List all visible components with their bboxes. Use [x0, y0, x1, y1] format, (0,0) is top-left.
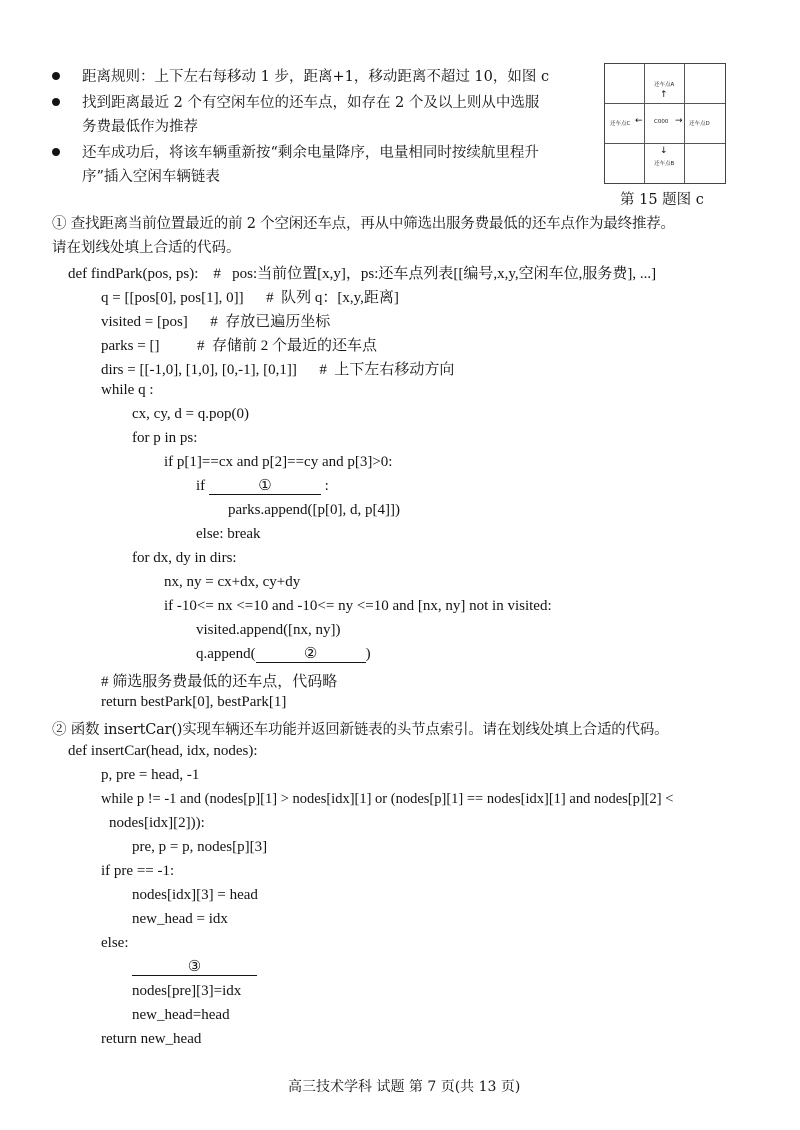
figure-label-center: C000 — [654, 119, 669, 125]
code-line-blank3 — [132, 959, 257, 976]
bullet-dot — [52, 72, 60, 80]
bullet-dot — [52, 98, 60, 106]
bullet-text-find-nearest-cont: 务费最低作为推荐 — [82, 119, 198, 135]
code-line: return bestPark[0], bestPark[1] — [101, 694, 287, 710]
code-line: parks.append([p[0], d, p[4]]) — [228, 502, 401, 518]
code-line: new_head = idx — [132, 911, 228, 927]
q1-intro-line1: ① 查找距离当前位置最近的前 2 个空闲还车点，再从中筛选出服务费最低的还车点作为最终推荐。 — [52, 216, 675, 232]
code-line: if pre == -1: — [101, 863, 175, 879]
code-line: return new_head — [101, 1031, 202, 1047]
arrow-left-icon: ← — [635, 116, 643, 126]
q1-intro-line2: 请在划线处填上合适的代码。 — [52, 240, 241, 256]
code-line: cx, cy, d = q.pop(0) — [132, 406, 250, 422]
code-line: new_head=head — [132, 1007, 230, 1023]
figure-c-grid — [604, 63, 726, 184]
code-line: pre, p = p, nodes[p][3] — [132, 839, 268, 855]
bullet-text-return-success-cont: 序”插入空闲车辆链表 — [82, 169, 220, 185]
code-line: for dx, dy in dirs: — [132, 550, 237, 566]
bullet-text-distance-rule: 距离规则：上下左右每移动 1 步，距离+1，移动距离不超过 10，如图 c — [82, 69, 550, 85]
code-line: def findPark(pos, ps): # pos:当前位置[x,y]，ps:还车点列表[[编号,x,y,空闲车位,服务费], ...] — [68, 266, 657, 282]
q2-intro: ② 函数 insertCar()实现车辆还车功能并返回新链表的头节点索引。请在划线处填上合适的代码。 — [52, 722, 669, 738]
code-line-blank1: if ① : — [196, 478, 329, 494]
code-comment: # 筛选服务费最低的还车点，代码略 — [101, 674, 338, 690]
code-line: nodes[pre][3]=idx — [132, 983, 242, 999]
code-line: if p[1]==cx and p[2]==cy and p[3]>0: — [164, 454, 393, 470]
figure-label-left: 还车点C — [610, 121, 631, 127]
bullet-text-return-success: 还车成功后，将该车辆重新按“剩余电量降序，电量相同时按续航里程升 — [82, 145, 539, 161]
code-line: if -10<= nx <=10 and -10<= ny <=10 and [nx, ny] not in visited: — [164, 598, 552, 614]
code-line: for p in ps: — [132, 430, 198, 446]
code-line: visited.append([nx, ny]) — [196, 622, 341, 638]
bullet-text-find-nearest: 找到距离最近 2 个有空闲车位的还车点，如存在 2 个及以上则从中选服 — [82, 95, 540, 111]
code-line: q = [[pos[0], pos[1], 0]] # 队列 q：[x,y,距离] — [101, 290, 399, 306]
figure-label-bottom: 还车点B — [654, 161, 675, 167]
figure-label-right: 还车点D — [689, 121, 710, 127]
code-line: while q : — [101, 382, 154, 398]
code-line: else: — [101, 935, 129, 951]
code-line: dirs = [[-1,0], [1,0], [0,-1], [0,1]] # 上下左右移动方向 — [101, 362, 455, 378]
figure-caption: 第 15 题图 c — [620, 192, 704, 208]
code-line-blank2: q.append( ② ) — [196, 646, 371, 662]
code-line: visited = [pos] # 存放已遍历坐标 — [101, 314, 331, 330]
bullet-dot — [52, 148, 60, 156]
answer-blank-2[interactable]: ② — [256, 647, 366, 663]
arrow-right-icon: → — [675, 116, 683, 126]
answer-blank-3[interactable]: ③ — [132, 960, 257, 976]
code-line: nodes[idx][3] = head — [132, 887, 258, 903]
code-line: parks = [] # 存储前 2 个最近的还车点 — [101, 338, 377, 354]
code-line: while p != -1 and (nodes[p][1] > nodes[idx][1] or (nodes[p][1] == nodes[idx][1] and nodes[p][2] < — [101, 791, 674, 807]
answer-blank-1[interactable]: ① — [209, 479, 321, 495]
code-line: def insertCar(head, idx, nodes): — [68, 743, 258, 759]
code-line: nx, ny = cx+dx, cy+dy — [164, 574, 301, 590]
code-line: nodes[idx][2])): — [109, 815, 205, 831]
code-line: p, pre = head, -1 — [101, 767, 200, 783]
code-line: else: break — [196, 526, 261, 542]
arrow-down-icon: ↓ — [660, 146, 668, 156]
arrow-up-icon: ↑ — [660, 90, 668, 100]
figure-label-top: 还车点A — [654, 82, 675, 88]
page-footer: 高三技术学科 试题 第 7 页(共 13 页) — [288, 1079, 521, 1095]
